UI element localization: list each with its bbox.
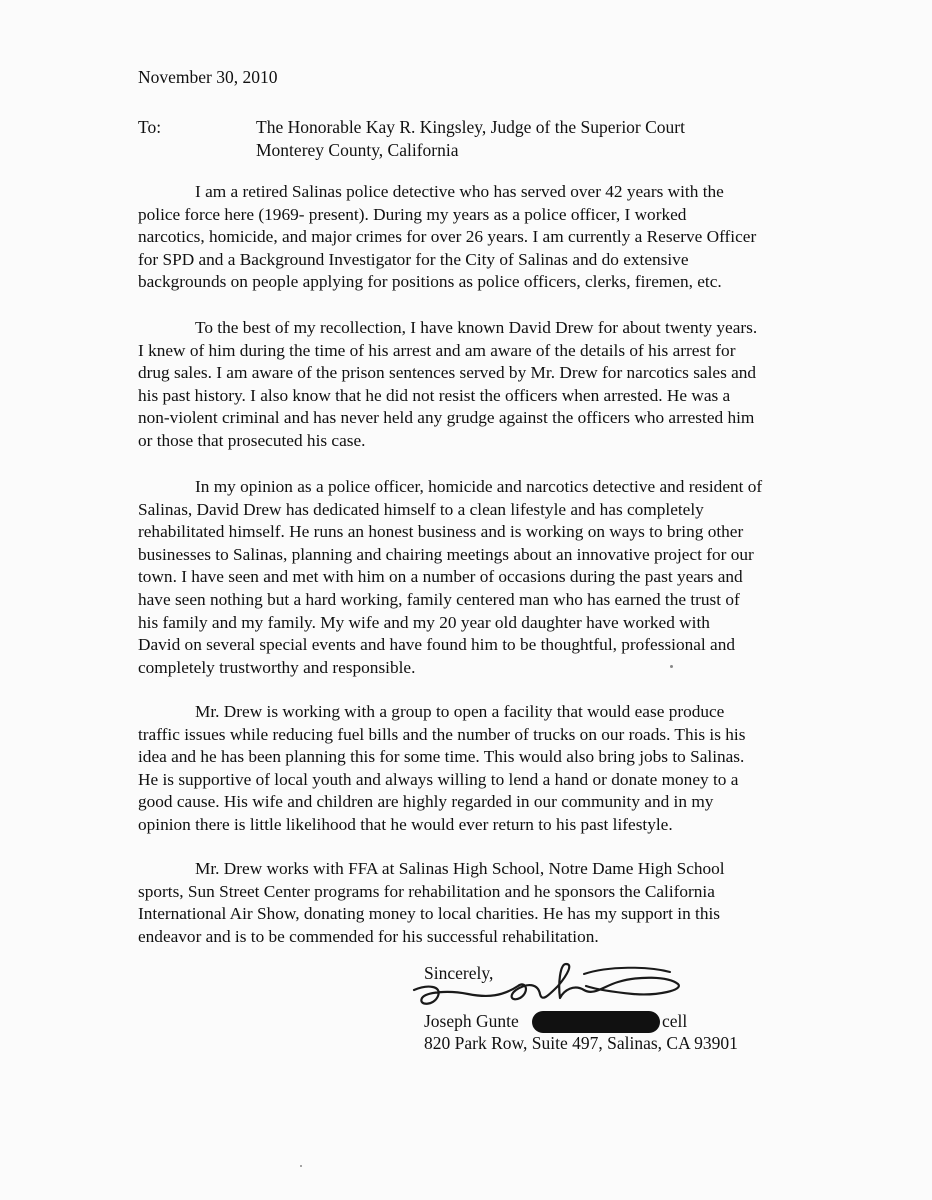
- paragraph-line: good cause. His wife and children are highly regarded in our community and in my: [138, 792, 714, 812]
- scan-speck: [300, 1165, 302, 1167]
- paragraph-line: Mr. Drew works with FFA at Salinas High School, Notre Dame High School: [195, 859, 725, 878]
- paragraph-line: To the best of my recollection, I have known David Drew for about twenty years.: [195, 318, 758, 337]
- signer-name: Joseph Gunte: [424, 1011, 519, 1031]
- paragraph-line: drug sales. I am aware of the prison sentences served by Mr. Drew for narcotics sales and: [138, 363, 757, 383]
- recipient-line: Monterey County, California: [256, 139, 459, 160]
- scan-speck: [670, 665, 673, 668]
- redaction-bar: [532, 1011, 660, 1033]
- recipient-block: [256, 116, 685, 161]
- paragraph-5: [138, 858, 838, 948]
- paragraph-line: completely trustworthy and responsible.: [138, 657, 416, 677]
- closing: Sincerely,: [424, 963, 494, 983]
- paragraph-line: for SPD and a Background Investigator for the City of Salinas and do extensive: [138, 249, 689, 269]
- paragraph-line: Salinas, David Drew has dedicated himself to a clean lifestyle and has completely: [138, 499, 704, 519]
- paragraph-line: businesses to Salinas, planning and chairing meetings about an innovative project for our: [138, 544, 754, 564]
- paragraph-line: International Air Show, donating money to local charities. He has my support in this: [138, 904, 721, 924]
- paragraph-line: idea and he has been planning this for some time. This would also bring jobs to Salinas.: [138, 747, 745, 767]
- letter-date: November 30, 2010: [138, 67, 278, 87]
- paragraph-line: rehabilitated himself. He runs an honest business and is working on ways to bring other: [138, 522, 744, 542]
- paragraph-line: Mr. Drew is working with a group to open a facility that would ease produce: [195, 702, 725, 721]
- paragraph-line: I knew of him during the time of his arrest and am aware of the details of his arrest for: [138, 340, 736, 360]
- paragraph-2: [138, 317, 838, 453]
- paragraph-line: or those that prosecuted his case.: [138, 430, 366, 450]
- paragraph-line: traffic issues while reducing fuel bills and the number of trucks on our roads. This is his: [138, 724, 746, 744]
- paragraph-line: David on several special events and have found him to be thoughtful, professional and: [138, 635, 736, 655]
- paragraph-line: police force here (1969- present). During my years as a police officer, I worked: [138, 204, 687, 224]
- paragraph-line: non-violent criminal and has never held any grudge against the officers who arrested him: [138, 408, 755, 428]
- handwritten-signature: [408, 956, 688, 1018]
- paragraph-line: I am a retired Salinas police detective who has served over 42 years with the: [195, 182, 724, 201]
- paragraph-line: sports, Sun Street Center programs for rehabilitation and he sponsors the California: [138, 881, 715, 901]
- paragraph-3: [138, 476, 838, 679]
- signature-stroke: [414, 964, 679, 1004]
- signature-flourish: [584, 968, 670, 974]
- paragraph-line: opinion there is little likelihood that he would ever return to his past lifestyle.: [138, 814, 673, 834]
- to-label: To:: [138, 117, 162, 137]
- paragraph-line: He is supportive of local youth and always willing to lend a hand or donate money to a: [138, 769, 739, 789]
- paragraph-1: [138, 181, 838, 294]
- paragraph-line: town. I have seen and met with him on a number of occasions during the past years and: [138, 567, 743, 587]
- paragraph-line: backgrounds on people applying for positions as police officers, clerks, firemen, etc.: [138, 272, 722, 292]
- signer-address: 820 Park Row, Suite 497, Salinas, CA 93901: [424, 1033, 738, 1053]
- paragraph-line: have seen nothing but a hard working, family centered man who has earned the trust of: [138, 589, 740, 609]
- paragraph-line: his past history. I also know that he did not resist the officers when arrested. He was a: [138, 385, 731, 405]
- paragraph-4: [138, 701, 838, 837]
- recipient-line: The Honorable Kay R. Kingsley, Judge of the Superior Court: [256, 117, 685, 137]
- paragraph-line: endeavor and is to be commended for his successful rehabilitation.: [138, 926, 599, 946]
- paragraph-line: his family and my family. My wife and my 20 year old daughter have worked with: [138, 612, 710, 632]
- paragraph-line: narcotics, homicide, and major crimes for over 26 years. I am currently a Reserve Officer: [138, 227, 757, 247]
- paragraph-line: In my opinion as a police officer, homicide and narcotics detective and resident of: [195, 477, 763, 496]
- signer-name-suffix: cell: [662, 1011, 688, 1031]
